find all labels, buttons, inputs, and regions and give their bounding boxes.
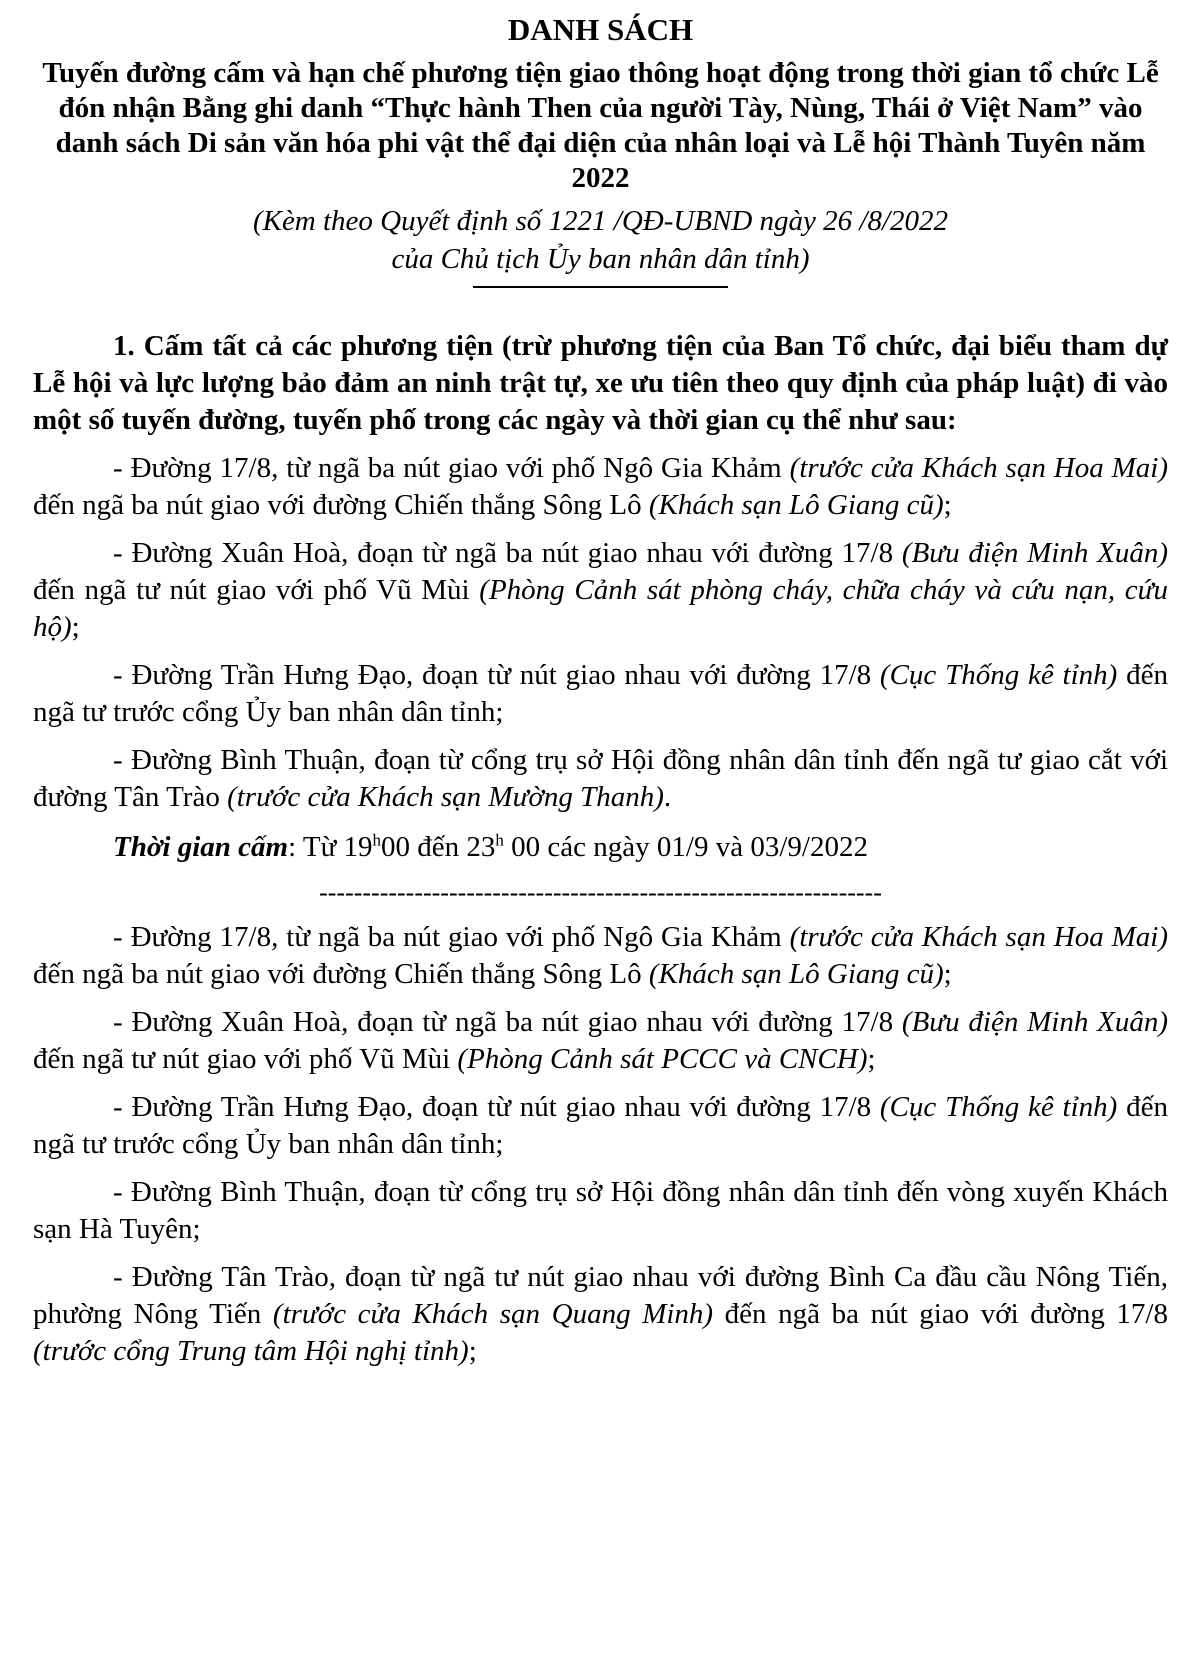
document-subtitle: Tuyến đường cấm và hạn chế phương tiện giao thông hoạt động trong thời gian tổ chức Lễ đón nhận Bằng ghi danh “Thực hành Then của người Tày, Nùng, Thái ở Việt Nam” vào danh sách Di sản văn hóa phi vật thể đại diện của nhân loại và Lễ hội Thành Tuyên năm 2022 [42, 57, 1159, 194]
route-item [33, 657, 1168, 731]
hour-sup: h [372, 830, 382, 850]
route-note: (Phòng Cảnh sát PCCC và CNCH) [457, 1043, 868, 1075]
ban-time-text: 00 các ngày 01/9 và 03/9/2022 [503, 831, 868, 863]
route-note: (trước cổng Trung tâm Hội nghị tỉnh) [33, 1335, 469, 1367]
ban-time-text: : Từ 19 [288, 831, 373, 863]
route-item [33, 742, 1168, 816]
route-item [33, 919, 1168, 993]
route-note: (trước cửa Khách sạn Mường Thanh) [227, 781, 664, 813]
route-end: ; [943, 958, 952, 990]
route-text: đến ngã ba nút giao với đường Chiến thắng Sông Lô [33, 489, 649, 521]
route-text: - Đường Tân Trào, đoạn từ ngã tư nút giao nhau với đường Bình Ca đầu cầu Nông Tiến, phường Nông Tiến [33, 1261, 1168, 1330]
route-note: (Phòng Cảnh sát phòng cháy, chữa cháy và cứu nạn, cứu hộ) [33, 574, 1168, 643]
title-underline [473, 286, 728, 288]
document-title: DANH SÁCH [507, 12, 694, 47]
route-note: (Cục Thống kê tỉnh) [879, 1091, 1118, 1123]
route-text: đến ngã ba nút giao với đường Chiến thắng Sông Lô [33, 958, 649, 990]
ban-time-text: 00 đến 23 [381, 831, 496, 863]
route-item [33, 1174, 1168, 1248]
route-item [33, 535, 1168, 646]
route-text: - Đường Xuân Hoà, đoạn từ ngã ba nút giao nhau với đường 17/8 [113, 1006, 902, 1038]
route-note: (trước cửa Khách sạn Quang Minh) [272, 1298, 714, 1330]
route-text: - Đường Bình Thuận, đoạn từ cổng trụ sở Hội đồng nhân dân tỉnh đến vòng xuyến Khách sạn Hà Tuyên; [33, 1176, 1168, 1245]
section-separator: ----------------------------------------------------------------- [319, 878, 882, 907]
route-text: đến ngã tư nút giao với phố Vũ Mùi [33, 1043, 458, 1075]
route-note: (Bưu điện Minh Xuân) [901, 1006, 1168, 1038]
route-note: (Khách sạn Lô Giang cũ) [648, 958, 944, 990]
hour-sup: h [495, 830, 504, 850]
route-text: - Đường Xuân Hoà, đoạn từ ngã ba nút giao nhau với đường 17/8 [113, 537, 902, 569]
route-text: - Đường Trần Hưng Đạo, đoạn từ nút giao nhau với đường 17/8 [113, 659, 880, 691]
route-text: - Đường Trần Hưng Đạo, đoạn từ nút giao nhau với đường 17/8 [113, 1091, 880, 1123]
route-end: ; [867, 1043, 876, 1075]
route-text: - Đường 17/8, từ ngã ba nút giao với phố Ngô Gia Khảm [113, 921, 790, 953]
route-end: . [663, 781, 672, 813]
route-end: ; [71, 611, 80, 643]
route-text: - Đường 17/8, từ ngã ba nút giao với phố Ngô Gia Khảm [113, 452, 790, 484]
decision-reference-line2: của Chủ tịch Ủy ban nhân dân tỉnh) [391, 243, 810, 275]
route-note: (Khách sạn Lô Giang cũ) [648, 489, 944, 521]
route-item [33, 450, 1168, 524]
decision-reference [33, 202, 1168, 278]
ban-time-label: Thời gian cấm [113, 831, 289, 863]
route-text: đến ngã ba nút giao với đường 17/8 [713, 1298, 1168, 1330]
route-note: (Bưu điện Minh Xuân) [901, 537, 1168, 569]
route-text: đến ngã tư trước cổng Ủy ban nhân dân tỉnh; [33, 659, 1168, 728]
route-end: ; [943, 489, 952, 521]
route-item [33, 1259, 1168, 1370]
section1-intro: 1. Cấm tất cả các phương tiện (trừ phương tiện của Ban Tổ chức, đại biểu tham dự Lễ hội và lực lượng bảo đảm an ninh trật tự, xe ưu tiên theo quy định của pháp luật) đi vào một số tuyến đường, tuyến phố trong các ngày và thời gian cụ thể như sau: [33, 330, 1168, 436]
route-item [33, 1004, 1168, 1078]
decision-reference-line1: (Kèm theo Quyết định số 1221 /QĐ-UBND ngày 26 /8/2022 [252, 205, 949, 237]
route-text: đến ngã tư nút giao với phố Vũ Mùi [33, 574, 480, 606]
route-text: - Đường Bình Thuận, đoạn từ cổng trụ sở Hội đồng nhân dân tỉnh đến ngã tư giao cắt với đường Tân Trào [33, 744, 1168, 813]
route-note: (trước cửa Khách sạn Hoa Mai) [789, 921, 1169, 953]
route-note: (trước cửa Khách sạn Hoa Mai) [789, 452, 1169, 484]
route-text: đến ngã tư trước cổng Ủy ban nhân dân tỉnh; [33, 1091, 1168, 1160]
ban-time [33, 829, 1168, 866]
document-page [33, 10, 1168, 1370]
route-end: ; [468, 1335, 477, 1367]
route-item [33, 1089, 1168, 1163]
route-note: (Cục Thống kê tỉnh) [879, 659, 1118, 691]
